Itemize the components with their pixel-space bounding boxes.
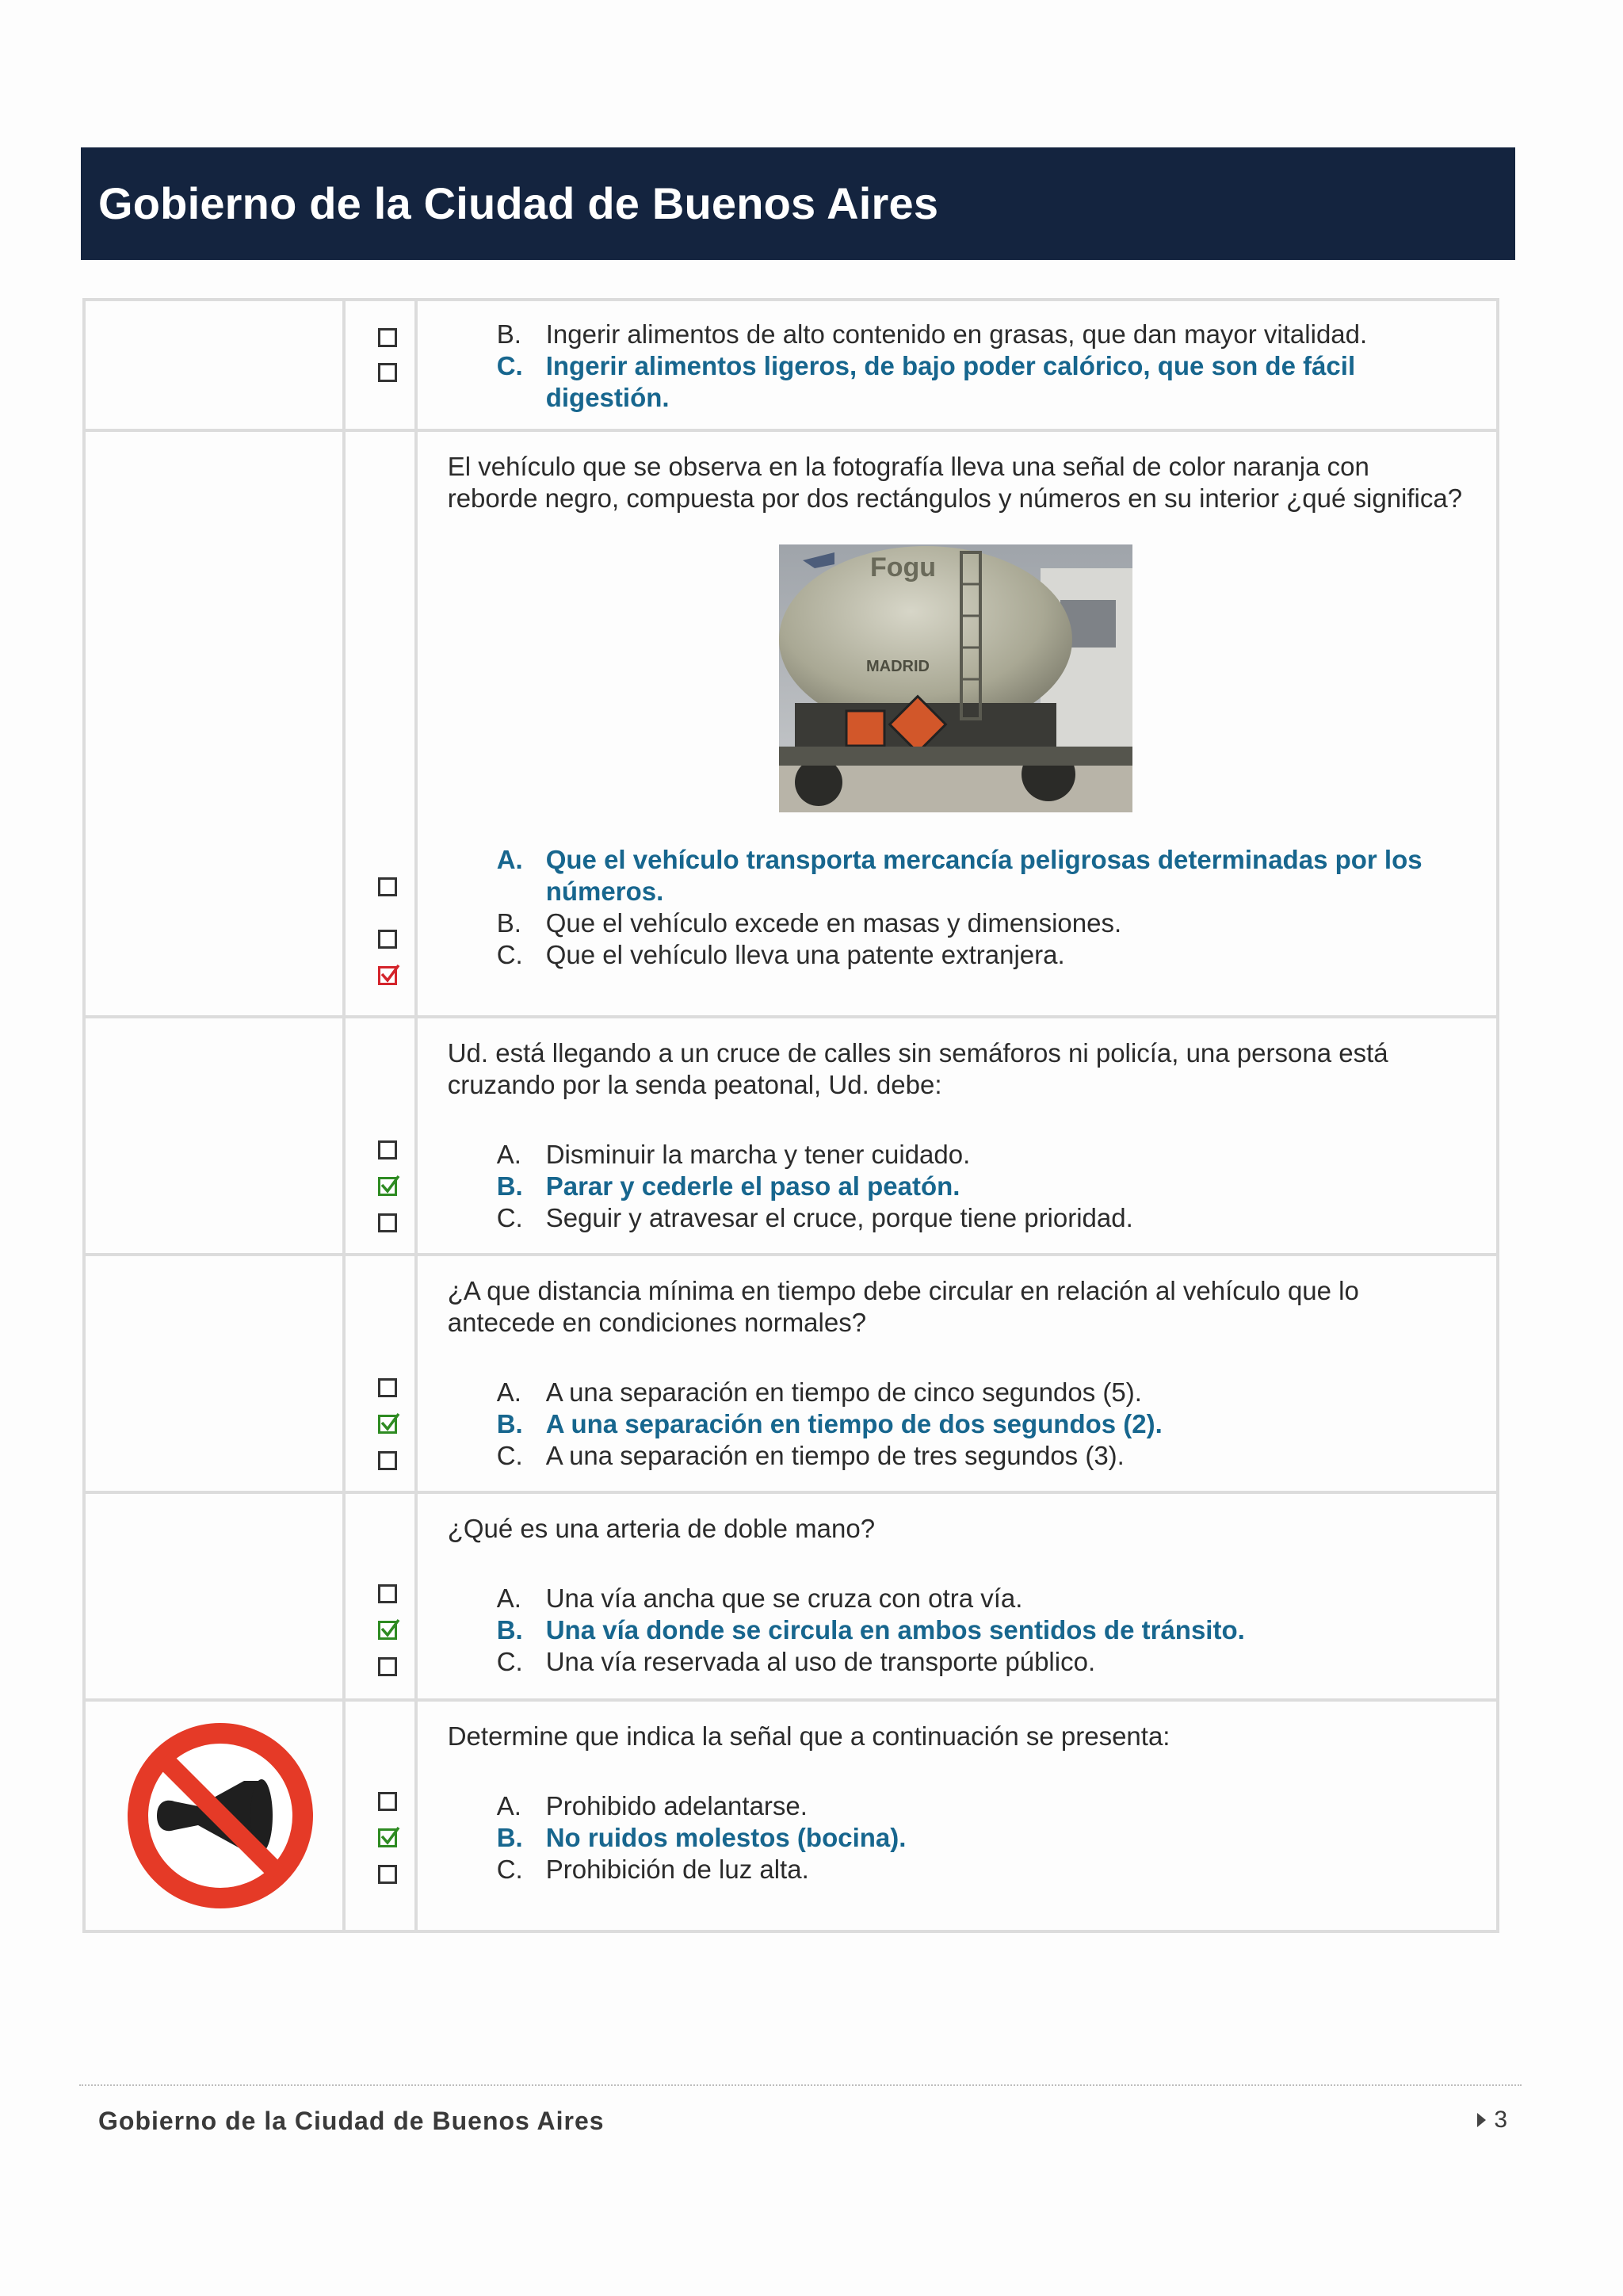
answer-checkbox[interactable] xyxy=(378,877,397,896)
checkbox-cell xyxy=(344,1017,416,1255)
option-a-correct: A. Que el vehículo transporta mercancía peligrosas determinadas por los números. xyxy=(496,845,1423,906)
questions-table xyxy=(82,298,1499,1933)
no-horn-icon xyxy=(125,1721,315,1911)
image-cell xyxy=(84,1492,344,1700)
arrow-right-icon xyxy=(1477,2113,1486,2127)
answer-checkbox[interactable] xyxy=(378,1213,397,1232)
svg-text:Fogu: Fogu xyxy=(870,552,937,583)
option-a: A. Una vía ancha que se cruza con otra vía. xyxy=(496,1584,1023,1613)
answer-checkbox[interactable] xyxy=(378,1140,397,1159)
option-c: C. Prohibición de luz alta. xyxy=(496,1855,809,1884)
option-b-correct: B. A una separación en tiempo de dos segundos (2). xyxy=(496,1409,1163,1438)
check-mark-icon xyxy=(378,1824,402,1848)
question-text: ¿A que distancia mínima en tiempo debe circular en relación al vehículo que lo antecede en condiciones normales? xyxy=(447,1276,1359,1337)
image-cell xyxy=(84,1017,344,1255)
answer-checkbox[interactable] xyxy=(378,1792,397,1811)
question-content xyxy=(416,1255,1498,1492)
question-content xyxy=(416,300,1498,430)
question-content xyxy=(416,1492,1498,1700)
answer-checkbox[interactable] xyxy=(378,1451,397,1470)
question-text: Determine que indica la señal que a continuación se presenta: xyxy=(447,1721,1170,1751)
option-c: C. Seguir y atravesar el cruce, porque tiene prioridad. xyxy=(496,1203,1133,1232)
option-b-correct: B. Parar y cederle el paso al peatón. xyxy=(496,1171,960,1201)
option-b-correct: B. Una vía donde se circula en ambos sentidos de tránsito. xyxy=(496,1615,1245,1645)
answer-checkbox-wrong[interactable] xyxy=(378,966,397,985)
question-row xyxy=(84,1017,1498,1255)
answer-checkbox[interactable] xyxy=(378,1584,397,1603)
check-mark-icon xyxy=(378,1411,402,1435)
question-row xyxy=(84,1700,1498,1931)
header-title: Gobierno de la Ciudad de Buenos Aires xyxy=(98,178,939,228)
image-cell xyxy=(84,1255,344,1492)
answer-checkbox[interactable] xyxy=(378,363,397,382)
checkbox-cell xyxy=(344,1492,416,1700)
checkbox-cell xyxy=(344,1700,416,1931)
answer-checkbox-right[interactable] xyxy=(378,1621,397,1640)
check-mark-icon xyxy=(378,1173,402,1197)
option-c: C. A una separación en tiempo de tres segundos (3). xyxy=(496,1441,1125,1470)
question-row xyxy=(84,1492,1498,1700)
svg-text:MADRID: MADRID xyxy=(866,658,930,675)
footer-divider xyxy=(79,2084,1522,2086)
page-header xyxy=(81,147,1515,260)
question-content xyxy=(416,1017,1498,1255)
option-b-correct: B. No ruidos molestos (bocina). xyxy=(496,1823,907,1852)
no-horn-sign xyxy=(125,1721,315,1915)
answer-checkbox[interactable] xyxy=(378,328,397,347)
question-text: Ud. está llegando a un cruce de calles sin semáforos ni policía, una persona está cruzando por la senda peatonal, Ud. debe: xyxy=(447,1038,1388,1099)
question-content xyxy=(416,430,1498,1017)
truck-photo xyxy=(448,544,1465,812)
question-row xyxy=(84,430,1498,1017)
checkbox-cell xyxy=(344,430,416,1017)
check-mark-icon xyxy=(378,962,402,986)
option-c-correct: C. Ingerir alimentos ligeros, de bajo poder calórico, que son de fácil digestión. xyxy=(496,351,1356,412)
answer-checkbox[interactable] xyxy=(378,1657,397,1676)
image-cell xyxy=(84,430,344,1017)
question-content xyxy=(416,1700,1498,1931)
checkbox-cell xyxy=(344,300,416,430)
check-mark-icon xyxy=(378,1617,402,1641)
image-cell xyxy=(84,1700,344,1931)
page-number-text: 3 xyxy=(1494,2107,1507,2133)
answer-checkbox[interactable] xyxy=(378,1378,397,1397)
answer-checkbox[interactable] xyxy=(378,930,397,949)
option-c: C. Una vía reservada al uso de transporte público. xyxy=(496,1647,1096,1676)
question-row xyxy=(84,1255,1498,1492)
answer-checkbox-right[interactable] xyxy=(378,1828,397,1847)
answer-checkbox-right[interactable] xyxy=(378,1177,397,1196)
answer-checkbox-right[interactable] xyxy=(378,1415,397,1434)
option-a: A. Disminuir la marcha y tener cuidado. xyxy=(496,1140,971,1169)
option-b: B. Que el vehículo excede en masas y dimensiones. xyxy=(496,908,1122,938)
option-b: B. Ingerir alimentos de alto contenido en grasas, que dan mayor vitalidad. xyxy=(496,319,1368,349)
question-row xyxy=(84,300,1498,430)
answer-checkbox[interactable] xyxy=(378,1865,397,1884)
page-number xyxy=(1477,2107,1507,2134)
tanker-truck-image xyxy=(779,544,1132,812)
image-cell xyxy=(84,300,344,430)
question-text: El vehículo que se observa en la fotografía lleva una señal de color naranja con reborde negro, compuesta por dos rectángulos y números en su interior ¿qué significa? xyxy=(447,452,1463,513)
option-a: A. Prohibido adelantarse. xyxy=(496,1791,808,1820)
checkbox-cell xyxy=(344,1255,416,1492)
question-text: ¿Qué es una arteria de doble mano? xyxy=(447,1514,876,1543)
option-c: C. Que el vehículo lleva una patente extranjera. xyxy=(496,940,1065,969)
footer-title: Gobierno de la Ciudad de Buenos Aires xyxy=(98,2107,605,2135)
option-a: A. A una separación en tiempo de cinco segundos (5). xyxy=(496,1377,1142,1407)
